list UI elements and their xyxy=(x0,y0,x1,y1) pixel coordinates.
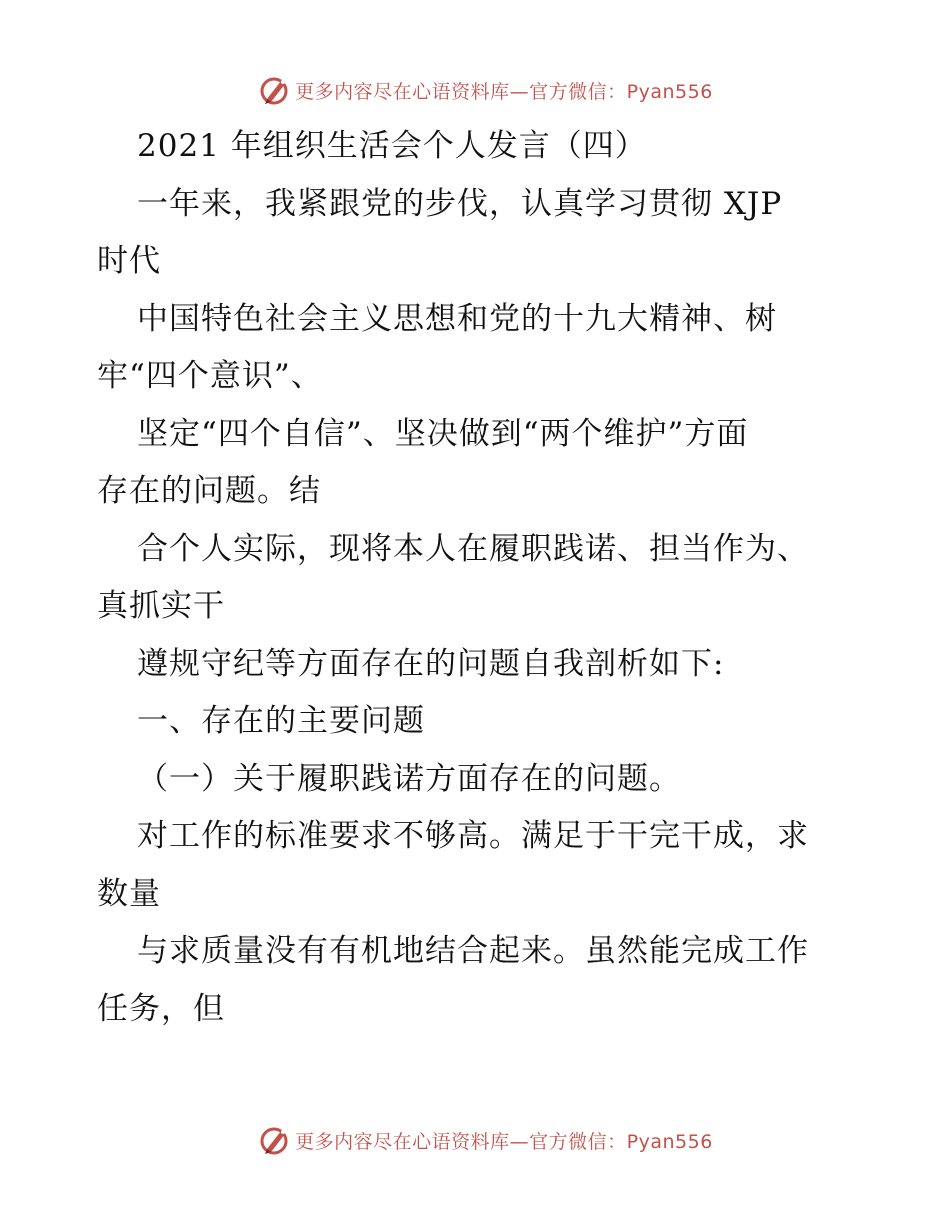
pen-logo-icon xyxy=(257,73,291,107)
text-line: 一年来，我紧跟党的步伐，认真学习贯彻 XJP xyxy=(137,185,783,222)
text-line: 任务，但 xyxy=(97,990,225,1027)
text-line: 坚定“四个自信”、坚决做到“两个维护”方面 xyxy=(137,415,749,452)
text-line: 存在的问题。结 xyxy=(97,473,321,509)
text-line: （一）关于履职践诺方面存在的问题。 xyxy=(137,760,681,797)
watermark-text: 更多内容尽在心语资料库—官方微信：Pyan556 xyxy=(295,80,713,103)
text-line: 对工作的标准要求不够高。满足于干完干成，求 xyxy=(137,818,809,854)
watermark-banner-bottom xyxy=(0,1120,950,1160)
text-line: 牢“四个意识”、 xyxy=(97,358,323,394)
text-line: 真抓实干 xyxy=(97,588,225,624)
text-line: 一、存在的主要问题 xyxy=(137,703,425,739)
watermark-banner-top xyxy=(0,70,950,110)
text-line: 合个人实际，现将本人在履职践诺、担当作为、 xyxy=(137,530,809,567)
document-body xyxy=(97,118,867,1038)
text-line: 时代 xyxy=(97,243,161,279)
text-line: 与求质量没有有机地结合起来。虽然能完成工作 xyxy=(137,933,809,969)
text-line: 中国特色社会主义思想和党的十九大精神、树 xyxy=(137,300,777,337)
watermark-group xyxy=(257,1123,713,1157)
text-line: 2021 年组织生活会个人发言（四） xyxy=(137,128,647,164)
watermark-text: 更多内容尽在心语资料库—官方微信：Pyan556 xyxy=(295,1130,713,1153)
text-line: 数量 xyxy=(97,875,161,912)
text-line: 遵规守纪等方面存在的问题自我剖析如下: xyxy=(137,645,725,682)
pen-logo-icon xyxy=(257,1123,291,1157)
watermark-group xyxy=(257,73,713,107)
